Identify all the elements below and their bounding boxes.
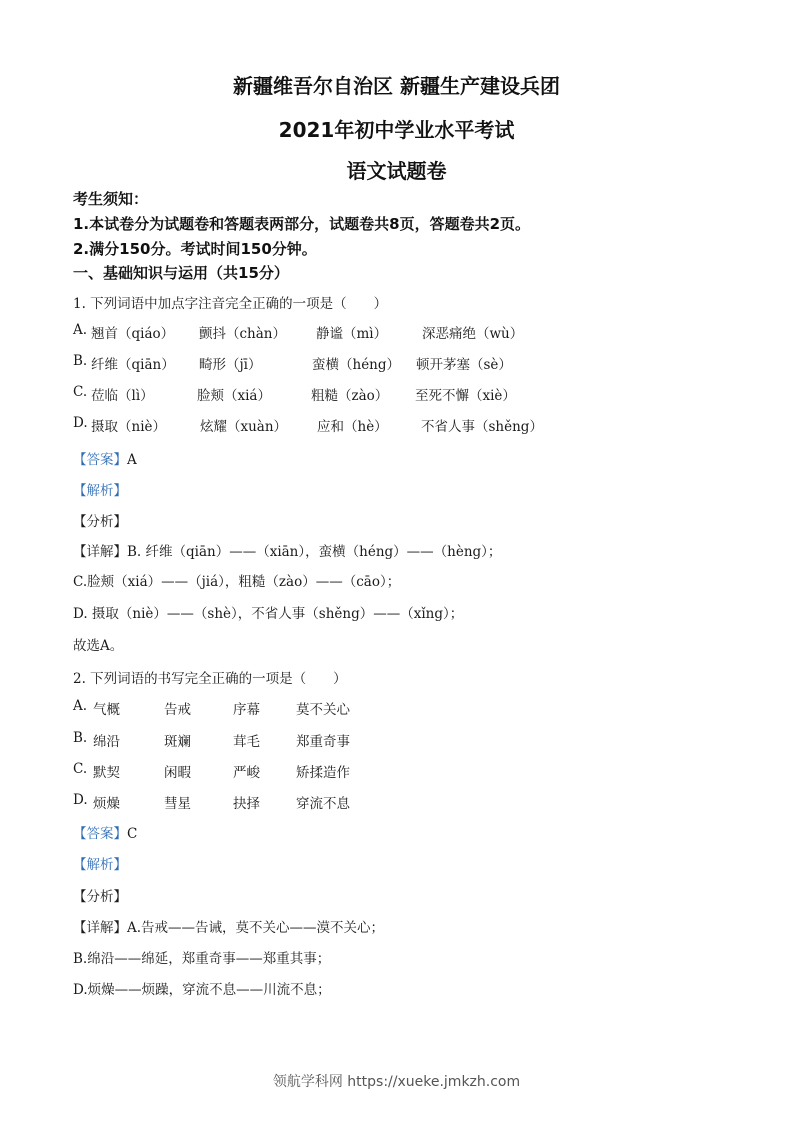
option-item: 脸颊（xiá） <box>197 388 271 404</box>
detail-line: 【详解】B. 纤维（qiān）——（xiān），蛮横（héng）——（hèng）； <box>73 544 502 560</box>
option-label: C. <box>73 761 88 777</box>
detail-line: B.绵沿——绵延，郑重奇事——郑重其事； <box>73 951 331 967</box>
option-item: 穿流不息 <box>296 796 350 812</box>
option-item: 纤维（qiān） <box>91 357 175 373</box>
option-item: 烦燥 <box>93 796 120 812</box>
option-item: 告戒 <box>164 702 191 718</box>
option-item: 莫不关心 <box>296 702 350 718</box>
option-item: 闲暇 <box>164 765 191 781</box>
fenxi-tag: 【分析】 <box>73 889 127 905</box>
option-item: 矫揉造作 <box>296 765 350 781</box>
option-item: 绵沿 <box>93 734 120 750</box>
section-heading: 一、基础知识与运用（共15分） <box>73 264 289 282</box>
answer-value: A <box>127 452 137 468</box>
option-item: 畸形（jī） <box>199 357 262 373</box>
option-item: 彗星 <box>164 796 191 812</box>
notice-item-2: 2.满分150分。考试时间150分钟。 <box>73 240 317 258</box>
option-item: 默契 <box>93 765 120 781</box>
option-label: C. <box>73 384 88 400</box>
option-item: 翘首（qiáo） <box>91 326 175 342</box>
option-item: 茸毛 <box>233 734 260 750</box>
option-item: 郑重奇事 <box>296 734 350 750</box>
option-item: 蛮横（héng） <box>312 357 401 373</box>
option-item: 静谧（mì） <box>316 326 388 342</box>
option-item: 粗糙（zào） <box>311 388 389 404</box>
option-item: 炫耀（xuàn） <box>200 419 288 435</box>
analysis-tag: 【解析】 <box>73 483 127 499</box>
option-item: 莅临（lì） <box>91 388 154 404</box>
detail-line: C.脸颊（xiá）——（jiá），粗糙（zào）——（cāo）； <box>73 574 401 590</box>
option-item: 严峻 <box>233 765 260 781</box>
option-item: 应和（hè） <box>317 419 388 435</box>
option-label: A. <box>73 322 88 338</box>
page-title-region: 新疆维吾尔自治区 新疆生产建设兵团 <box>233 74 560 98</box>
notice-heading: 考生须知： <box>73 190 149 208</box>
question-2-stem: 2. 下列词语的书写完全正确的一项是（ ） <box>73 671 347 687</box>
option-item: 颤抖（chàn） <box>199 326 286 342</box>
notice-item-1: 1.本试卷分为试题卷和答题表两部分，试题卷共8页，答题卷共2页。 <box>73 215 531 233</box>
detail-line: 故选A。 <box>73 638 124 654</box>
answer-tag: 【答案】 <box>73 452 127 468</box>
option-item: 不省人事（shěng） <box>421 419 543 435</box>
analysis-tag: 【解析】 <box>73 857 127 873</box>
page-title-subject: 语文试题卷 <box>346 159 447 183</box>
question-1-stem: 1. 下列词语中加点字注音完全正确的一项是（ ） <box>73 296 388 312</box>
footer-watermark: 领航学科网 https://xueke.jmkzh.com <box>272 1074 521 1090</box>
fenxi-tag: 【分析】 <box>73 514 127 530</box>
option-item: 深恶痛绝（wù） <box>422 326 524 342</box>
answer-value: C <box>127 826 138 842</box>
option-item: 至死不懈（xiè） <box>415 388 516 404</box>
detail-line: D. 摄取（niè）——（shè），不省人事（shěng）——（xǐng）； <box>73 606 464 622</box>
option-item: 序幕 <box>233 702 260 718</box>
detail-line: 【详解】A.告戒——告诫，莫不关心——漠不关心； <box>73 920 385 936</box>
option-label: B. <box>73 730 88 746</box>
option-item: 斑斓 <box>164 734 191 750</box>
detail-line: D.烦燥——烦躁，穿流不息——川流不息； <box>73 982 331 998</box>
option-label: B. <box>73 353 88 369</box>
option-item: 摄取（niè） <box>91 419 167 435</box>
option-item: 气概 <box>93 702 120 718</box>
option-label: D. <box>73 415 88 431</box>
option-item: 抉择 <box>233 796 260 812</box>
option-label: A. <box>73 698 88 714</box>
option-item: 顿开茅塞（sè） <box>416 357 512 373</box>
option-label: D. <box>73 792 88 808</box>
answer-line <box>73 448 137 468</box>
answer-tag: 【答案】 <box>73 826 127 842</box>
page-title-year: 2021年初中学业水平考试 <box>278 118 515 142</box>
answer-line <box>73 822 137 842</box>
